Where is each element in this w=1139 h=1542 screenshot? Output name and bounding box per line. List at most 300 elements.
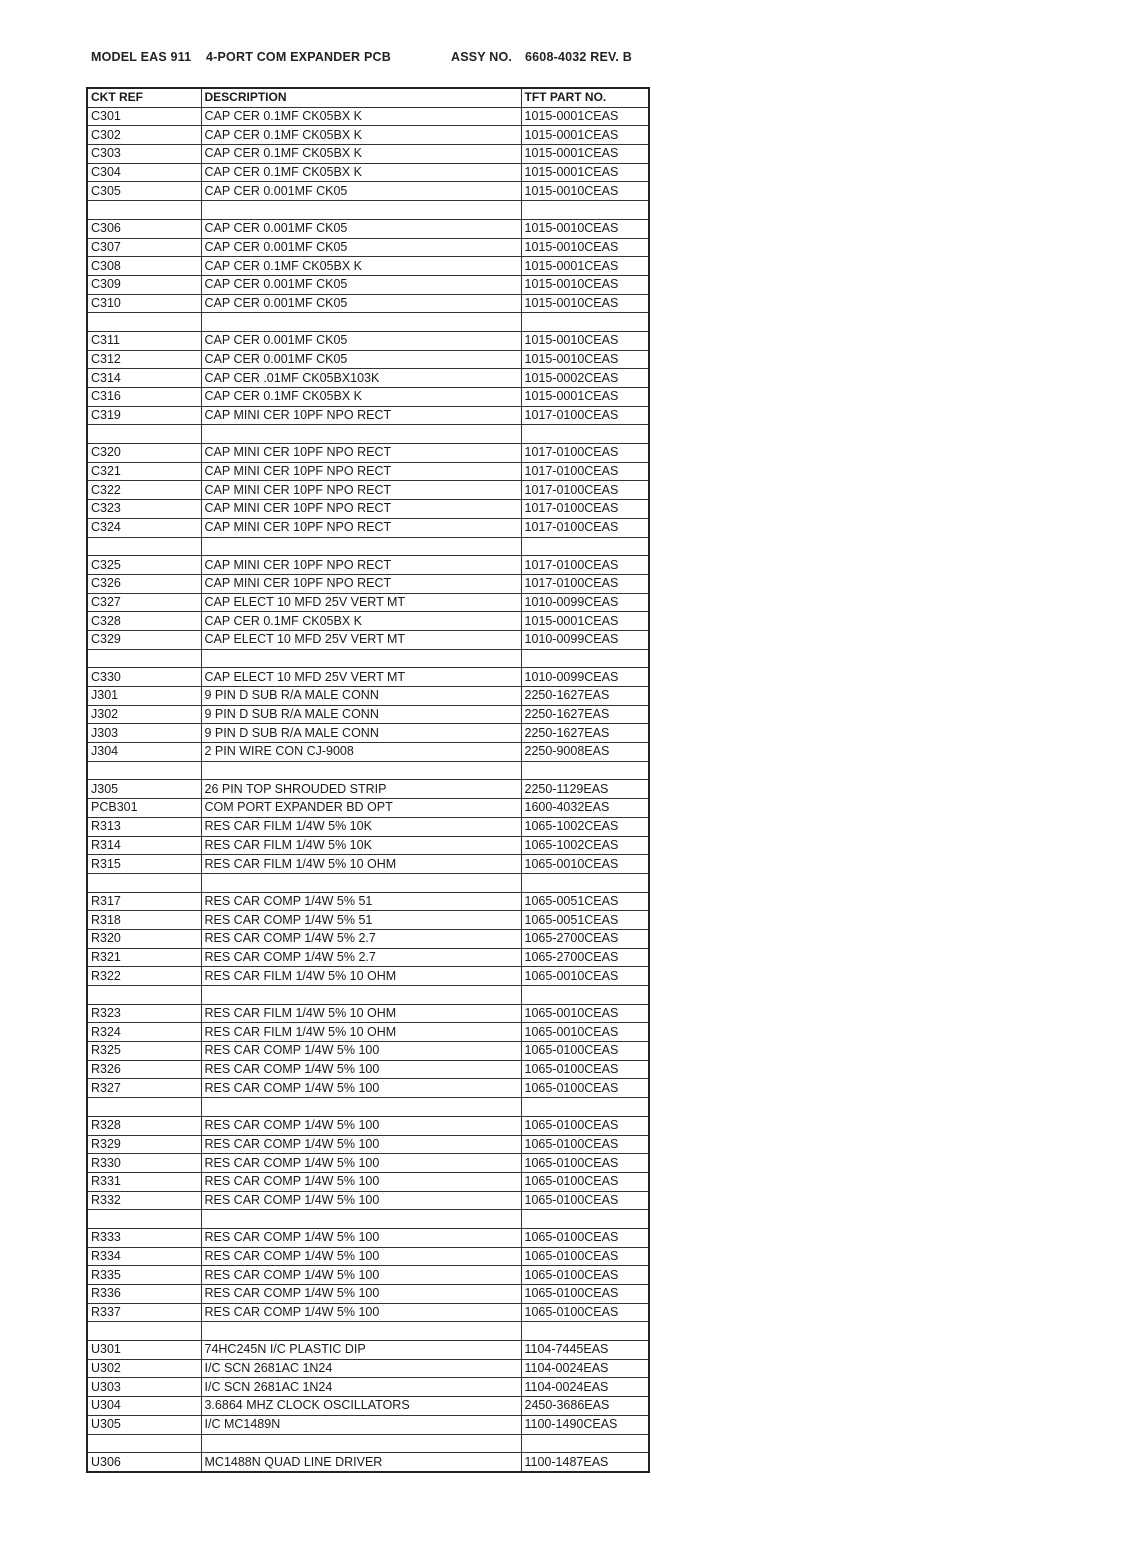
cell-ckt-ref: R331 (87, 1172, 201, 1191)
table-row (87, 556, 649, 575)
cell-part-no: 1010-0099CEAS (521, 630, 649, 649)
cell-description (201, 1098, 521, 1117)
table-row (87, 219, 649, 238)
cell-part-no: 1104-7445EAS (521, 1341, 649, 1360)
cell-description: RES CAR COMP 1/4W 5% 100 (201, 1135, 521, 1154)
cell-ckt-ref: C316 (87, 388, 201, 407)
cell-description: CAP MINI CER 10PF NPO RECT (201, 556, 521, 575)
cell-ckt-ref: C302 (87, 126, 201, 145)
cell-part-no: 1015-0010CEAS (521, 350, 649, 369)
cell-part-no: 1017-0100CEAS (521, 406, 649, 425)
cell-ckt-ref (87, 873, 201, 892)
cell-part-no: 1065-0100CEAS (521, 1116, 649, 1135)
table-row (87, 1322, 649, 1341)
table-row (87, 182, 649, 201)
cell-description: COM PORT EXPANDER BD OPT (201, 799, 521, 818)
assy-label: ASSY NO. (451, 50, 513, 64)
table-row (87, 462, 649, 481)
cell-description: CAP CER 0.001MF CK05 (201, 350, 521, 369)
cell-description (201, 537, 521, 556)
table-row (87, 1116, 649, 1135)
cell-description: CAP CER 0.1MF CK05BX K (201, 163, 521, 182)
cell-description (201, 986, 521, 1005)
cell-ckt-ref: R333 (87, 1228, 201, 1247)
cell-part-no: 1015-0002CEAS (521, 369, 649, 388)
column-header-description: DESCRIPTION (201, 88, 521, 107)
cell-ckt-ref: C307 (87, 238, 201, 257)
cell-part-no (521, 313, 649, 332)
cell-part-no: 1065-0100CEAS (521, 1266, 649, 1285)
cell-ckt-ref (87, 1322, 201, 1341)
cell-part-no: 1015-0001CEAS (521, 163, 649, 182)
cell-part-no: 1100-1490CEAS (521, 1415, 649, 1434)
cell-description: RES CAR COMP 1/4W 5% 100 (201, 1191, 521, 1210)
cell-ckt-ref (87, 425, 201, 444)
cell-part-no: 1010-0099CEAS (521, 668, 649, 687)
table-row (87, 724, 649, 743)
cell-part-no: 1065-2700CEAS (521, 948, 649, 967)
cell-part-no (521, 1322, 649, 1341)
cell-description: CAP CER 0.001MF CK05 (201, 294, 521, 313)
table-row (87, 145, 649, 164)
cell-ckt-ref: R332 (87, 1191, 201, 1210)
cell-ckt-ref (87, 1210, 201, 1229)
table-row (87, 593, 649, 612)
cell-part-no: 1015-0001CEAS (521, 612, 649, 631)
table-row (87, 799, 649, 818)
table-row (87, 1378, 649, 1397)
table-row (87, 873, 649, 892)
cell-description: RES CAR COMP 1/4W 5% 100 (201, 1154, 521, 1173)
cell-description (201, 313, 521, 332)
cell-description: RES CAR FILM 1/4W 5% 10 OHM (201, 1004, 521, 1023)
cell-ckt-ref (87, 649, 201, 668)
cell-description: CAP MINI CER 10PF NPO RECT (201, 500, 521, 519)
cell-part-no: 1065-0010CEAS (521, 967, 649, 986)
table-row (87, 743, 649, 762)
cell-ckt-ref: C325 (87, 556, 201, 575)
cell-description (201, 425, 521, 444)
cell-description: CAP CER 0.1MF CK05BX K (201, 388, 521, 407)
cell-description: 26 PIN TOP SHROUDED STRIP (201, 780, 521, 799)
cell-description: RES CAR COMP 1/4W 5% 100 (201, 1060, 521, 1079)
cell-description: CAP MINI CER 10PF NPO RECT (201, 406, 521, 425)
table-row (87, 1023, 649, 1042)
cell-part-no: 1065-0100CEAS (521, 1042, 649, 1061)
cell-description: RES CAR COMP 1/4W 5% 100 (201, 1042, 521, 1061)
cell-description: CAP CER 0.1MF CK05BX K (201, 257, 521, 276)
cell-part-no: 2250-1627EAS (521, 724, 649, 743)
cell-description: RES CAR COMP 1/4W 5% 100 (201, 1228, 521, 1247)
cell-description: RES CAR COMP 1/4W 5% 100 (201, 1303, 521, 1322)
table-row (87, 967, 649, 986)
cell-description: RES CAR FILM 1/4W 5% 10K (201, 817, 521, 836)
cell-ckt-ref: C312 (87, 350, 201, 369)
cell-part-no: 2250-1627EAS (521, 705, 649, 724)
table-row (87, 761, 649, 780)
cell-description: MC1488N QUAD LINE DRIVER (201, 1453, 521, 1472)
cell-description: CAP CER 0.001MF CK05 (201, 275, 521, 294)
table-row (87, 612, 649, 631)
table-row (87, 649, 649, 668)
cell-description: 9 PIN D SUB R/A MALE CONN (201, 724, 521, 743)
table-row (87, 350, 649, 369)
table-row (87, 1415, 649, 1434)
cell-part-no: 1015-0001CEAS (521, 257, 649, 276)
cell-description: RES CAR FILM 1/4W 5% 10 OHM (201, 967, 521, 986)
cell-description: RES CAR COMP 1/4W 5% 100 (201, 1116, 521, 1135)
cell-ckt-ref: C327 (87, 593, 201, 612)
cell-description: RES CAR COMP 1/4W 5% 100 (201, 1079, 521, 1098)
table-row (87, 1154, 649, 1173)
cell-ckt-ref: C319 (87, 406, 201, 425)
table-row (87, 107, 649, 126)
cell-part-no: 1065-0100CEAS (521, 1285, 649, 1304)
cell-part-no (521, 1434, 649, 1453)
table-row (87, 1098, 649, 1117)
cell-ckt-ref (87, 1434, 201, 1453)
cell-description: RES CAR COMP 1/4W 5% 100 (201, 1247, 521, 1266)
cell-ckt-ref: R324 (87, 1023, 201, 1042)
cell-description: RES CAR FILM 1/4W 5% 10 OHM (201, 1023, 521, 1042)
cell-part-no: 1104-0024EAS (521, 1359, 649, 1378)
cell-part-no: 1017-0100CEAS (521, 500, 649, 519)
cell-part-no: 1065-0100CEAS (521, 1228, 649, 1247)
cell-description: CAP MINI CER 10PF NPO RECT (201, 518, 521, 537)
table-row (87, 1228, 649, 1247)
cell-description: CAP CER 0.1MF CK05BX K (201, 107, 521, 126)
cell-ckt-ref: C321 (87, 462, 201, 481)
cell-ckt-ref: C310 (87, 294, 201, 313)
table-row (87, 1135, 649, 1154)
table-row (87, 1060, 649, 1079)
cell-part-no: 1065-0051CEAS (521, 911, 649, 930)
table-row (87, 369, 649, 388)
cell-ckt-ref: C304 (87, 163, 201, 182)
cell-description: CAP MINI CER 10PF NPO RECT (201, 481, 521, 500)
cell-part-no: 1010-0099CEAS (521, 593, 649, 612)
cell-part-no: 1015-0010CEAS (521, 238, 649, 257)
cell-description (201, 1210, 521, 1229)
cell-ckt-ref: U303 (87, 1378, 201, 1397)
cell-ckt-ref: C326 (87, 574, 201, 593)
table-header-row (87, 88, 649, 107)
cell-part-no: 1017-0100CEAS (521, 518, 649, 537)
cell-ckt-ref: R313 (87, 817, 201, 836)
cell-part-no: 1017-0100CEAS (521, 462, 649, 481)
cell-part-no: 1015-0001CEAS (521, 126, 649, 145)
cell-ckt-ref: R336 (87, 1285, 201, 1304)
table-row (87, 1004, 649, 1023)
cell-ckt-ref: R329 (87, 1135, 201, 1154)
table-row (87, 1285, 649, 1304)
cell-part-no: 1015-0001CEAS (521, 107, 649, 126)
table-row (87, 163, 649, 182)
cell-part-no: 1065-0100CEAS (521, 1154, 649, 1173)
cell-ckt-ref: R325 (87, 1042, 201, 1061)
cell-description: CAP MINI CER 10PF NPO RECT (201, 444, 521, 463)
table-row (87, 406, 649, 425)
cell-part-no: 1065-0100CEAS (521, 1060, 649, 1079)
cell-description: CAP CER 0.1MF CK05BX K (201, 126, 521, 145)
cell-description: RES CAR COMP 1/4W 5% 51 (201, 892, 521, 911)
cell-description: RES CAR COMP 1/4W 5% 100 (201, 1172, 521, 1191)
cell-description (201, 1434, 521, 1453)
cell-ckt-ref: C309 (87, 275, 201, 294)
table-row (87, 1210, 649, 1229)
cell-ckt-ref: U306 (87, 1453, 201, 1472)
cell-ckt-ref: R322 (87, 967, 201, 986)
cell-description: CAP CER 0.1MF CK05BX K (201, 145, 521, 164)
cell-part-no: 1065-0100CEAS (521, 1079, 649, 1098)
cell-description: I/C MC1489N (201, 1415, 521, 1434)
cell-part-no: 1017-0100CEAS (521, 481, 649, 500)
table-row (87, 500, 649, 519)
cell-part-no: 1065-0010CEAS (521, 1023, 649, 1042)
cell-ckt-ref: C305 (87, 182, 201, 201)
cell-ckt-ref: U305 (87, 1415, 201, 1434)
table-row (87, 275, 649, 294)
table-row (87, 537, 649, 556)
model-label: MODEL EAS 911 (91, 50, 192, 64)
table-row (87, 817, 649, 836)
cell-description: CAP MINI CER 10PF NPO RECT (201, 462, 521, 481)
cell-part-no: 1015-0010CEAS (521, 275, 649, 294)
table-row (87, 705, 649, 724)
cell-part-no: 2250-9008EAS (521, 743, 649, 762)
cell-part-no: 1065-0100CEAS (521, 1247, 649, 1266)
table-row (87, 201, 649, 220)
table-row (87, 630, 649, 649)
cell-part-no: 1015-0001CEAS (521, 388, 649, 407)
cell-part-no: 1065-1002CEAS (521, 836, 649, 855)
cell-ckt-ref: U301 (87, 1341, 201, 1360)
cell-part-no: 2250-1627EAS (521, 687, 649, 706)
parts-table (86, 87, 650, 1473)
cell-ckt-ref: C330 (87, 668, 201, 687)
table-row (87, 836, 649, 855)
table-row (87, 444, 649, 463)
table-row (87, 1247, 649, 1266)
cell-part-no: 1065-0051CEAS (521, 892, 649, 911)
cell-part-no (521, 1210, 649, 1229)
cell-ckt-ref: R314 (87, 836, 201, 855)
cell-part-no: 1065-0010CEAS (521, 1004, 649, 1023)
cell-ckt-ref (87, 537, 201, 556)
table-row (87, 855, 649, 874)
table-row (87, 1434, 649, 1453)
cell-ckt-ref (87, 313, 201, 332)
cell-part-no (521, 761, 649, 780)
cell-description: I/C SCN 2681AC 1N24 (201, 1359, 521, 1378)
cell-description: RES CAR COMP 1/4W 5% 100 (201, 1266, 521, 1285)
table-row (87, 1359, 649, 1378)
cell-ckt-ref: R318 (87, 911, 201, 930)
cell-description: RES CAR COMP 1/4W 5% 2.7 (201, 929, 521, 948)
cell-part-no: 1600-4032EAS (521, 799, 649, 818)
cell-description: CAP CER 0.001MF CK05 (201, 219, 521, 238)
cell-description: RES CAR COMP 1/4W 5% 51 (201, 911, 521, 930)
cell-part-no (521, 873, 649, 892)
cell-ckt-ref (87, 1098, 201, 1117)
cell-ckt-ref: C303 (87, 145, 201, 164)
cell-description: 2 PIN WIRE CON CJ-9008 (201, 743, 521, 762)
cell-description: CAP CER 0.001MF CK05 (201, 331, 521, 350)
cell-part-no: 1065-1002CEAS (521, 817, 649, 836)
cell-ckt-ref: C311 (87, 331, 201, 350)
cell-ckt-ref: J301 (87, 687, 201, 706)
cell-description: I/C SCN 2681AC 1N24 (201, 1378, 521, 1397)
cell-ckt-ref: R315 (87, 855, 201, 874)
cell-part-no: 1065-0100CEAS (521, 1191, 649, 1210)
cell-part-no: 1104-0024EAS (521, 1378, 649, 1397)
cell-part-no: 1017-0100CEAS (521, 574, 649, 593)
cell-description (201, 649, 521, 668)
cell-part-no: 1015-0010CEAS (521, 294, 649, 313)
table-row (87, 238, 649, 257)
cell-ckt-ref: C308 (87, 257, 201, 276)
table-row (87, 1453, 649, 1472)
cell-ckt-ref: U302 (87, 1359, 201, 1378)
cell-description: 3.6864 MHZ CLOCK OSCILLATORS (201, 1397, 521, 1416)
cell-part-no (521, 1098, 649, 1117)
table-row (87, 986, 649, 1005)
table-row (87, 388, 649, 407)
table-row (87, 911, 649, 930)
cell-description: 9 PIN D SUB R/A MALE CONN (201, 687, 521, 706)
cell-ckt-ref: J303 (87, 724, 201, 743)
column-header-ckt-ref: CKT REF (87, 88, 201, 107)
table-row (87, 1303, 649, 1322)
cell-description: CAP ELECT 10 MFD 25V VERT MT (201, 630, 521, 649)
cell-part-no: 1017-0100CEAS (521, 444, 649, 463)
cell-part-no (521, 986, 649, 1005)
cell-description: 74HC245N I/C PLASTIC DIP (201, 1341, 521, 1360)
table-row (87, 780, 649, 799)
table-row (87, 1191, 649, 1210)
cell-description: CAP ELECT 10 MFD 25V VERT MT (201, 593, 521, 612)
table-row (87, 126, 649, 145)
cell-description: CAP CER 0.001MF CK05 (201, 238, 521, 257)
cell-part-no: 1015-0010CEAS (521, 219, 649, 238)
table-row (87, 1172, 649, 1191)
cell-part-no: 1015-0010CEAS (521, 331, 649, 350)
cell-part-no: 1017-0100CEAS (521, 556, 649, 575)
table-row (87, 518, 649, 537)
cell-ckt-ref: R323 (87, 1004, 201, 1023)
cell-description: CAP CER 0.001MF CK05 (201, 182, 521, 201)
cell-description (201, 761, 521, 780)
cell-part-no: 1065-0100CEAS (521, 1303, 649, 1322)
cell-part-no (521, 537, 649, 556)
table-row (87, 892, 649, 911)
cell-part-no: 2450-3686EAS (521, 1397, 649, 1416)
cell-part-no: 2250-1129EAS (521, 780, 649, 799)
cell-ckt-ref: C329 (87, 630, 201, 649)
cell-ckt-ref: R335 (87, 1266, 201, 1285)
table-row (87, 668, 649, 687)
cell-ckt-ref: C301 (87, 107, 201, 126)
cell-ckt-ref: C324 (87, 518, 201, 537)
cell-ckt-ref: R337 (87, 1303, 201, 1322)
table-row (87, 929, 649, 948)
cell-description (201, 201, 521, 220)
cell-ckt-ref (87, 761, 201, 780)
table-row (87, 313, 649, 332)
cell-part-no (521, 425, 649, 444)
cell-ckt-ref: C306 (87, 219, 201, 238)
cell-ckt-ref: R334 (87, 1247, 201, 1266)
cell-description: 9 PIN D SUB R/A MALE CONN (201, 705, 521, 724)
cell-part-no: 1065-0100CEAS (521, 1135, 649, 1154)
cell-part-no: 1015-0010CEAS (521, 182, 649, 201)
cell-ckt-ref: R328 (87, 1116, 201, 1135)
cell-ckt-ref: R330 (87, 1154, 201, 1173)
cell-description: CAP CER 0.1MF CK05BX K (201, 612, 521, 631)
cell-ckt-ref: R317 (87, 892, 201, 911)
cell-description: RES CAR COMP 1/4W 5% 2.7 (201, 948, 521, 967)
cell-ckt-ref: PCB301 (87, 799, 201, 818)
cell-ckt-ref: R326 (87, 1060, 201, 1079)
parts-list (86, 87, 650, 1473)
table-row (87, 687, 649, 706)
table-row (87, 1079, 649, 1098)
table-row (87, 948, 649, 967)
cell-part-no: 1015-0001CEAS (521, 145, 649, 164)
cell-ckt-ref: U304 (87, 1397, 201, 1416)
table-row (87, 294, 649, 313)
cell-ckt-ref: R327 (87, 1079, 201, 1098)
cell-description: RES CAR FILM 1/4W 5% 10K (201, 836, 521, 855)
cell-part-no (521, 649, 649, 668)
cell-part-no: 1100-1487EAS (521, 1453, 649, 1472)
cell-description (201, 873, 521, 892)
table-row (87, 1397, 649, 1416)
table-row (87, 331, 649, 350)
cell-ckt-ref (87, 986, 201, 1005)
assy-number: 6608-4032 REV. B (525, 50, 632, 64)
table-row (87, 1042, 649, 1061)
table-row (87, 1341, 649, 1360)
column-header-part-no: TFT PART NO. (521, 88, 649, 107)
table-row (87, 257, 649, 276)
table-row (87, 1266, 649, 1285)
table-row (87, 425, 649, 444)
cell-ckt-ref (87, 201, 201, 220)
table-row (87, 574, 649, 593)
cell-part-no: 1065-2700CEAS (521, 929, 649, 948)
cell-ckt-ref: R321 (87, 948, 201, 967)
cell-part-no: 1065-0010CEAS (521, 855, 649, 874)
cell-ckt-ref: C322 (87, 481, 201, 500)
cell-description: CAP MINI CER 10PF NPO RECT (201, 574, 521, 593)
cell-ckt-ref: R320 (87, 929, 201, 948)
cell-description: CAP ELECT 10 MFD 25V VERT MT (201, 668, 521, 687)
cell-ckt-ref: C314 (87, 369, 201, 388)
cell-part-no: 1065-0100CEAS (521, 1172, 649, 1191)
cell-description: RES CAR COMP 1/4W 5% 100 (201, 1285, 521, 1304)
cell-ckt-ref: C323 (87, 500, 201, 519)
table-row (87, 481, 649, 500)
cell-ckt-ref: C320 (87, 444, 201, 463)
cell-description: RES CAR FILM 1/4W 5% 10 OHM (201, 855, 521, 874)
cell-description: CAP CER .01MF CK05BX103K (201, 369, 521, 388)
cell-description (201, 1322, 521, 1341)
cell-ckt-ref: J302 (87, 705, 201, 724)
board-description: 4-PORT COM EXPANDER PCB (206, 50, 391, 64)
cell-ckt-ref: J304 (87, 743, 201, 762)
cell-ckt-ref: C328 (87, 612, 201, 631)
